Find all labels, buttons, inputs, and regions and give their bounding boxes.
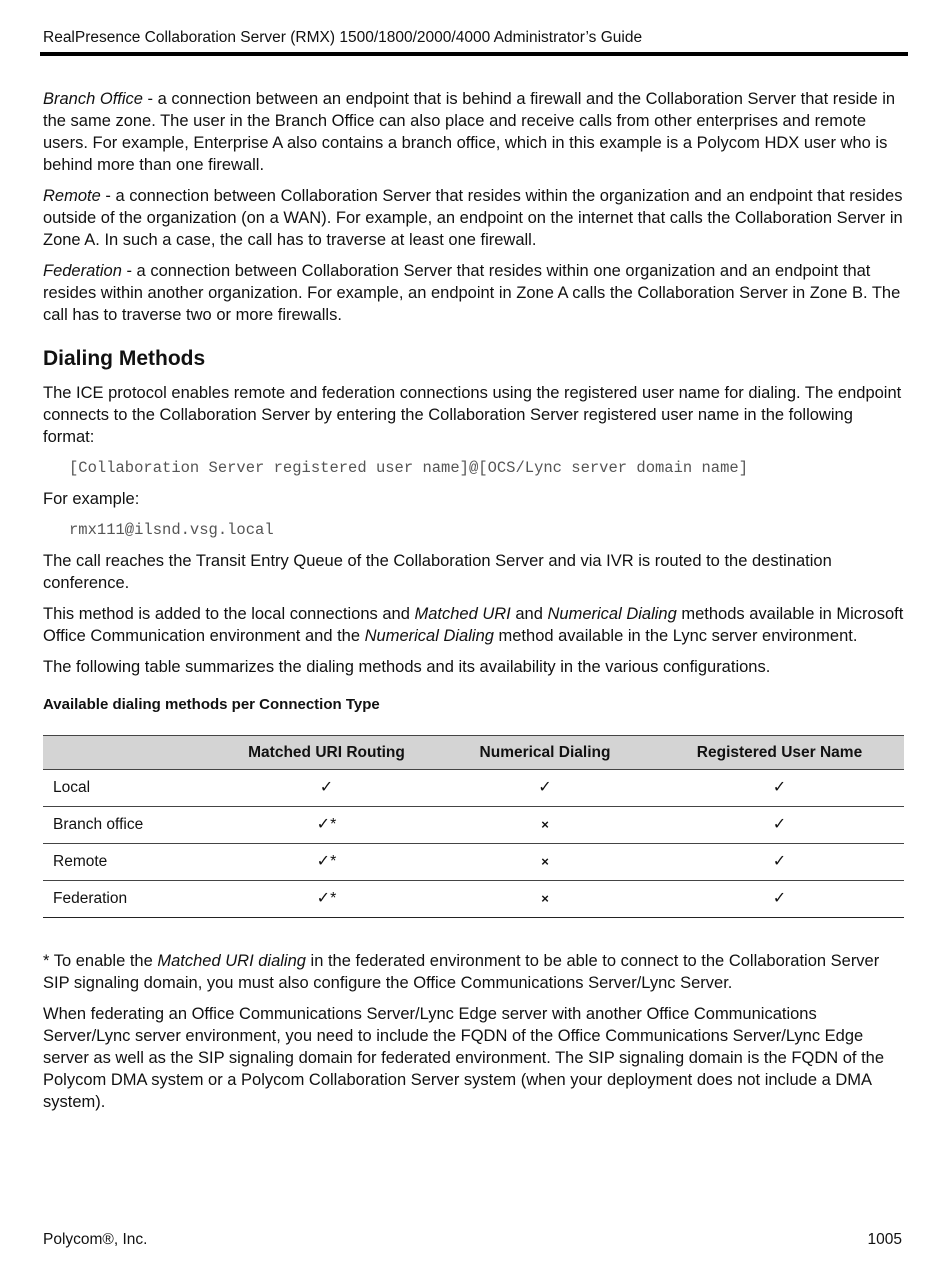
header-numerical-dialing: Numerical Dialing: [435, 736, 655, 770]
note1-italic: Matched URI dialing: [157, 952, 306, 970]
row-label: Branch office: [43, 807, 218, 844]
page-body: [43, 88, 905, 1122]
header-matched-uri: Matched URI Routing: [218, 736, 435, 770]
section-heading: Dialing Methods: [43, 347, 206, 370]
row-label: Remote: [43, 844, 218, 881]
table-row: [43, 770, 904, 807]
text-federation: - a connection between Collaboration Server that resides within one organization and an endpoint that resides within another organization. For example, an endpoint in Zone A calls the Collaboration Server in Zone B. The call has to traverse two or more firewalls.: [43, 262, 901, 324]
for-example-label: For example:: [43, 490, 140, 508]
cross-icon: ×: [435, 881, 655, 918]
header-registered-user: Registered User Name: [655, 736, 904, 770]
p3-text-b: and: [510, 605, 548, 623]
paragraph-remote: [43, 185, 905, 251]
footer-company: Polycom®, Inc.: [43, 1231, 148, 1248]
table-row: [43, 844, 904, 881]
p3-italic-numerical-2: Numerical Dialing: [364, 627, 494, 645]
row-label: Local: [43, 770, 218, 807]
term-remote: Remote: [43, 187, 101, 205]
running-header: RealPresence Collaboration Server (RMX) 1500/1800/2000/4000 Administrator’s Guide: [43, 29, 643, 46]
note-federating: When federating an Office Communications Server/Lync Edge server with another Office Communications Server/Lync server environment, you need to include the FQDN of the Office Communications Server/Lync Edge server as well as the SIP signaling domain for federated environment. The SIP signaling domain is the FQDN of the Polycom DMA system or a Polycom Collaboration Server system (when your deployment does not include a DMA system).: [43, 1005, 885, 1111]
term-branch-office: Branch Office: [43, 90, 143, 108]
paragraph-branch-office: [43, 88, 905, 176]
check-icon: ✓: [655, 770, 904, 807]
paragraph-federation: [43, 260, 905, 326]
code-format: [Collaboration Server registered user name]@[OCS/Lync server domain name]: [69, 459, 749, 477]
check-icon: ✓: [655, 807, 904, 844]
header-rule: [40, 52, 908, 56]
note1-text-b: in the federated environment to be able to connect to the Collaboration Server SIP signaling domain, you must also configure the Office Communications Server/Lync Server.: [43, 952, 880, 992]
note1-text-a: * To enable the: [43, 952, 158, 970]
check-icon: ✓: [655, 881, 904, 918]
term-federation: Federation: [43, 262, 122, 280]
table-caption: Available dialing methods per Connection Type: [43, 696, 380, 713]
text-branch-office: - a connection between an endpoint that is behind a firewall and the Collaboration Server that reside in the same zone. The user in the Branch Office can also place and receive calls from other enterprises and remote users. For example, Enterprise A also contains a branch office, which in this example is a Polycom HDX user who is behind more than one firewall.: [43, 90, 896, 174]
footer-page-number: 1005: [867, 1231, 902, 1248]
paragraph-table-intro: The following table summarizes the dialing methods and its availability in the various configurations.: [43, 658, 771, 676]
p3-italic-matched-uri: Matched URI: [414, 605, 511, 623]
table-row: [43, 807, 904, 844]
cross-icon: ×: [435, 807, 655, 844]
header-cell-empty: [43, 736, 218, 770]
table-header-row: [43, 736, 904, 770]
table-row: [43, 881, 904, 918]
paragraph-ice-protocol: The ICE protocol enables remote and federation connections using the registered user name for dialing. The endpoint connects to the Collaboration Server by entering the Collaboration Server registered user name in the following format:: [43, 384, 902, 446]
paragraph-transit-queue: The call reaches the Transit Entry Queue of the Collaboration Server and via IVR is routed to the destination conference.: [43, 552, 832, 592]
check-asterisk-icon: ✓*: [218, 881, 435, 918]
paragraph-method-added: [43, 603, 905, 647]
check-asterisk-icon: ✓*: [218, 807, 435, 844]
p3-text-a: This method is added to the local connections and: [43, 605, 415, 623]
p3-italic-numerical: Numerical Dialing: [547, 605, 677, 623]
cross-icon: ×: [435, 844, 655, 881]
check-icon: ✓: [435, 770, 655, 807]
check-asterisk-icon: ✓*: [218, 844, 435, 881]
check-icon: ✓: [655, 844, 904, 881]
text-remote: - a connection between Collaboration Server that resides within the organization and an endpoint that resides outside of the organization (on a WAN). For example, an endpoint on the internet that calls the Collaboration Server in Zone A. In such a case, the call has to traverse at least one firewall.: [43, 187, 903, 249]
p3-text-c: methods available in Microsoft Office Communication environment and the: [43, 605, 904, 645]
check-icon: ✓: [218, 770, 435, 807]
dialing-methods-table: [43, 735, 904, 918]
code-example: rmx111@ilsnd.vsg.local: [69, 521, 274, 539]
row-label: Federation: [43, 881, 218, 918]
note-matched-uri: [43, 950, 905, 994]
p3-text-d: method available in the Lync server environment.: [493, 627, 858, 645]
